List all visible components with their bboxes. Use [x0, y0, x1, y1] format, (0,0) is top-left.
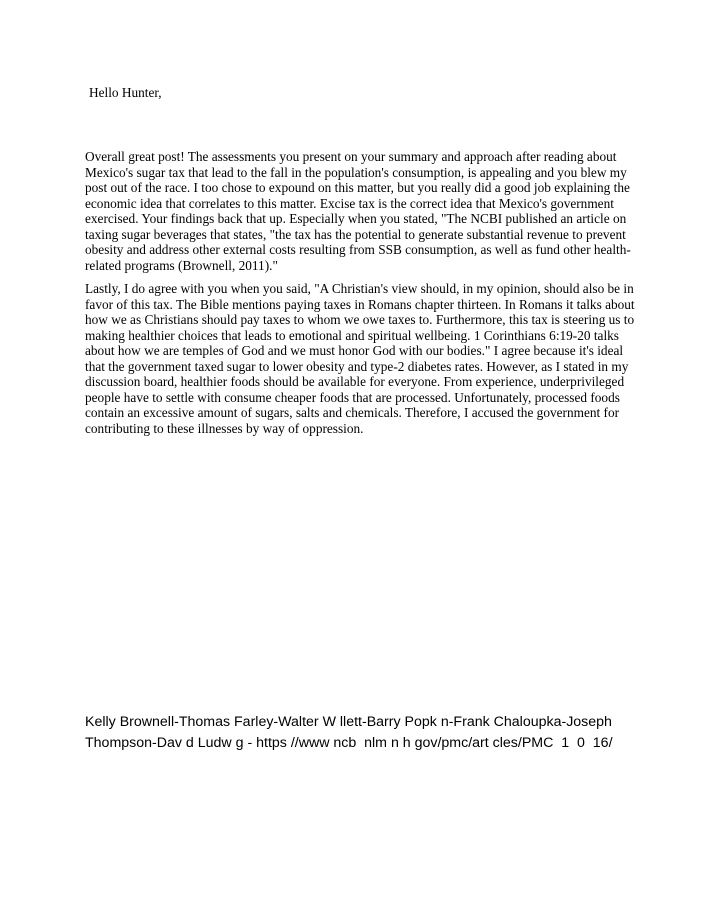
greeting: Hello Hunter, [89, 85, 162, 100]
paragraph-1: Overall great post! The assessments you present on your summary and approach after reading about Mexico's sugar tax that lead to the fall in the population's consumption, is appealing and you blew my post out of the race. I too chose to expound on this matter, but you really did a good job explaining the economic idea that correlates to this matter. Excise tax is the correct idea that Mexico's government exercised. Your findings back that up. Especially when you stated, "The NCBI published an article on taxing sugar beverages that states, "the tax has the potential to generate substantial revenue to prevent obesity and address other external costs resulting from SSB consumption, as well as fund other health-related programs (Brownell, 2011)." [85, 149, 631, 273]
reference-citation: Kelly Brownell-Thomas Farley-Walter W llett-Barry Popk n-Frank Chaloupka-Joseph Thompson-Dav d Ludw g - https //www ncb nlm n h gov/pmc/art cles/PMC 1 0 16/ [85, 714, 616, 751]
paragraph-2: Lastly, I do agree with you when you said, "A Christian's view should, in my opinion, should also be in favor of this tax. The Bible mentions paying taxes in Romans chapter thirteen. In Romans it talks about how we as Christians should pay taxes to whom we owe taxes to. Furthermore, this tax is steering us to making healthier choices that leads to emotional and spiritual wellbeing. 1 Corinthians 6:19-20 talks about how we are temples of God and we must honor God with our bodies." I agree because it's ideal that the government taxed sugar to lower obesity and type-2 diabetes rates. However, as I stated in my discussion board, healthier foods should be available for everyone. From experience, underprivileged people have to settle with consume cheaper foods that are processed. Unfortunately, processed foods contain an excessive amount of sugars, salts and chemicals. Therefore, I accused the government for contributing to these illnesses by way of oppression. [85, 281, 635, 436]
body-text [85, 149, 641, 444]
